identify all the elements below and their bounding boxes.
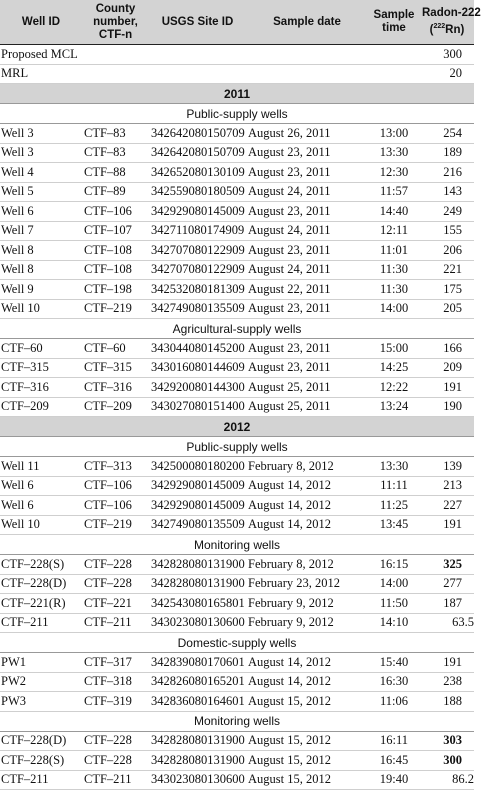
usgs-site-id-cell: 342839080170601 — [149, 653, 246, 673]
sample-time-cell: 11:50 — [368, 594, 420, 614]
county-number-cell: CTF–108 — [82, 241, 149, 261]
radon-value-cell: 325 — [420, 555, 474, 575]
well-id-cell: Well 9 — [0, 280, 82, 300]
sample-time-cell: 16:30 — [368, 672, 420, 692]
county-number-cell: CTF–211 — [82, 613, 149, 633]
sample-date-cell: August 25, 2011 — [246, 378, 368, 398]
group-title: Domestic-supply wells — [0, 633, 474, 653]
sample-time-cell: 19:40 — [368, 770, 420, 790]
usgs-site-id-cell: 342929080145009 — [149, 476, 246, 496]
standard-row — [0, 45, 474, 65]
county-number-cell: CTF–221 — [82, 594, 149, 614]
table-row — [0, 299, 474, 319]
county-number-cell: CTF–315 — [82, 358, 149, 378]
county-number-cell: CTF–83 — [82, 143, 149, 163]
usgs-site-id-cell: 342642080150709 — [149, 124, 246, 144]
county-number-cell: CTF–107 — [82, 221, 149, 241]
usgs-site-id-cell: 342749080135509 — [149, 299, 246, 319]
sample-time-cell: 16:15 — [368, 555, 420, 575]
sample-date-cell: August 15, 2012 — [246, 751, 368, 771]
sample-time-cell: 11:11 — [368, 476, 420, 496]
usgs-site-id-cell: 342828080131900 — [149, 555, 246, 575]
table-row — [0, 378, 474, 398]
sample-time-cell: 13:30 — [368, 457, 420, 477]
well-id-cell: Well 6 — [0, 496, 82, 516]
sample-date-cell: August 14, 2012 — [246, 476, 368, 496]
county-number-cell: CTF–319 — [82, 692, 149, 712]
county-number-cell: CTF–313 — [82, 457, 149, 477]
table-row — [0, 163, 474, 183]
sample-date-cell: August 23, 2011 — [246, 202, 368, 222]
sample-date-cell: August 14, 2012 — [246, 515, 368, 535]
sample-time-cell: 14:00 — [368, 574, 420, 594]
county-number-cell: CTF–88 — [82, 163, 149, 183]
col-header-sample-date: Sample date — [246, 0, 368, 45]
well-id-cell: Well 4 — [0, 163, 82, 183]
sample-date-cell: August 25, 2011 — [246, 397, 368, 417]
radon-value-cell: 303 — [420, 731, 474, 751]
well-id-cell: PW2 — [0, 672, 82, 692]
well-id-cell: CTF–316 — [0, 378, 82, 398]
radon-value-cell: 227 — [420, 496, 474, 516]
county-number-cell: CTF–316 — [82, 378, 149, 398]
sample-time-cell: 11:57 — [368, 182, 420, 202]
sample-time-cell: 14:25 — [368, 358, 420, 378]
county-number-cell: CTF–106 — [82, 202, 149, 222]
usgs-site-id-cell: 342828080131900 — [149, 751, 246, 771]
radon-value-cell: 175 — [420, 280, 474, 300]
radon-value-cell: 277 — [420, 574, 474, 594]
year-label: 2012 — [0, 417, 474, 437]
radon-header-superscript: 222 — [433, 23, 446, 31]
sample-date-cell: February 8, 2012 — [246, 457, 368, 477]
county-number-cell: CTF–106 — [82, 476, 149, 496]
well-id-cell: PW3 — [0, 692, 82, 712]
col-header-county-number — [82, 0, 149, 45]
usgs-site-id-cell: 342532080181309 — [149, 280, 246, 300]
radon-value-cell: 155 — [420, 221, 474, 241]
county-number-cell: CTF–317 — [82, 653, 149, 673]
sample-time-cell: 11:01 — [368, 241, 420, 261]
well-id-cell: Well 8 — [0, 241, 82, 261]
standard-row — [0, 64, 474, 84]
table-row — [0, 280, 474, 300]
usgs-site-id-cell: 342500080180200 — [149, 457, 246, 477]
table-row — [0, 496, 474, 516]
sample-date-cell: August 14, 2012 — [246, 653, 368, 673]
radon-value-cell: 190 — [420, 397, 474, 417]
time-header-line2: time — [382, 22, 406, 34]
county-number-cell: CTF–89 — [82, 182, 149, 202]
table-row — [0, 672, 474, 692]
table-row — [0, 692, 474, 712]
sample-date-cell: August 23, 2011 — [246, 241, 368, 261]
radon-value-cell: 221 — [420, 260, 474, 280]
sample-date-cell: February 23, 2012 — [246, 574, 368, 594]
table-row — [0, 202, 474, 222]
well-id-cell: Well 6 — [0, 476, 82, 496]
well-id-cell: CTF–315 — [0, 358, 82, 378]
usgs-site-id-cell: 342749080135509 — [149, 515, 246, 535]
col-header-sample-time — [368, 0, 420, 45]
year-row — [0, 84, 474, 104]
table-row — [0, 358, 474, 378]
year-row — [0, 417, 474, 437]
usgs-site-id-cell: 342929080145009 — [149, 202, 246, 222]
well-id-cell: CTF–228(D) — [0, 574, 82, 594]
radon-value-cell: 139 — [420, 457, 474, 477]
usgs-site-id-cell: 342836080164601 — [149, 692, 246, 712]
sample-time-cell: 12:30 — [368, 163, 420, 183]
sample-date-cell: August 15, 2012 — [246, 692, 368, 712]
table-row — [0, 770, 474, 790]
usgs-site-id-cell: 343023080130600 — [149, 770, 246, 790]
table-row — [0, 397, 474, 417]
sample-time-cell: 14:10 — [368, 613, 420, 633]
sample-time-cell: 14:40 — [368, 202, 420, 222]
sample-time-cell: 13:30 — [368, 143, 420, 163]
county-number-cell: CTF–211 — [82, 770, 149, 790]
radon-header-line1: Radon-222 — [422, 7, 481, 20]
table-row — [0, 613, 474, 633]
radon-value-cell: 209 — [420, 358, 474, 378]
group-row — [0, 319, 474, 339]
group-row — [0, 437, 474, 457]
table-body — [0, 45, 474, 790]
table-row — [0, 143, 474, 163]
county-number-cell: CTF–228 — [82, 555, 149, 575]
radon-value-cell: 63.5 — [420, 613, 474, 633]
radon-value-cell: 206 — [420, 241, 474, 261]
county-number-cell: CTF–106 — [82, 496, 149, 516]
radon-value-cell: 249 — [420, 202, 474, 222]
table-row — [0, 241, 474, 261]
sample-date-cell: August 15, 2012 — [246, 731, 368, 751]
table-row — [0, 751, 474, 771]
radon-value-cell: 143 — [420, 182, 474, 202]
radon-value-cell: 187 — [420, 594, 474, 614]
usgs-site-id-cell: 342652080130109 — [149, 163, 246, 183]
group-title: Public-supply wells — [0, 437, 474, 457]
well-id-cell: Well 8 — [0, 260, 82, 280]
sample-date-cell: August 22, 2011 — [246, 280, 368, 300]
table-row — [0, 339, 474, 359]
sample-date-cell: August 23, 2011 — [246, 143, 368, 163]
sample-time-cell: 12:11 — [368, 221, 420, 241]
well-id-cell: CTF–60 — [0, 339, 82, 359]
well-id-cell: CTF–211 — [0, 613, 82, 633]
sample-time-cell: 16:45 — [368, 751, 420, 771]
county-number-cell: CTF–198 — [82, 280, 149, 300]
sample-time-cell: 14:00 — [368, 299, 420, 319]
sample-time-cell: 11:06 — [368, 692, 420, 712]
county-header-line2: number, — [93, 15, 138, 28]
radon-value-cell: 213 — [420, 476, 474, 496]
well-id-cell: CTF–228(S) — [0, 751, 82, 771]
time-header-line1: Sample — [373, 9, 415, 21]
county-header-line1: County — [95, 2, 136, 15]
group-title: Agricultural-supply wells — [0, 319, 474, 339]
well-id-cell: Well 6 — [0, 202, 82, 222]
table-row — [0, 574, 474, 594]
sample-date-cell: August 14, 2012 — [246, 496, 368, 516]
radon-value-cell: 191 — [420, 378, 474, 398]
county-number-cell: CTF–318 — [82, 672, 149, 692]
table-row — [0, 594, 474, 614]
well-id-cell: CTF–221(R) — [0, 594, 82, 614]
sample-time-cell: 11:30 — [368, 260, 420, 280]
sample-date-cell: August 23, 2011 — [246, 358, 368, 378]
radon-value-cell: 238 — [420, 672, 474, 692]
sample-date-cell: August 15, 2012 — [246, 770, 368, 790]
radon-value-cell: 300 — [420, 751, 474, 771]
table-row — [0, 653, 474, 673]
usgs-site-id-cell: 342707080122909 — [149, 260, 246, 280]
group-row — [0, 535, 474, 555]
table-row — [0, 731, 474, 751]
radon-value-cell: 191 — [420, 515, 474, 535]
table-row — [0, 515, 474, 535]
table-row — [0, 457, 474, 477]
radon-value-cell: 188 — [420, 692, 474, 712]
sample-time-cell: 15:00 — [368, 339, 420, 359]
sample-date-cell: February 9, 2012 — [246, 594, 368, 614]
usgs-site-id-cell: 342929080145009 — [149, 496, 246, 516]
standard-label: MRL — [0, 64, 420, 84]
radon-value-cell: 166 — [420, 339, 474, 359]
well-id-cell: PW1 — [0, 653, 82, 673]
county-number-cell: CTF–60 — [82, 339, 149, 359]
col-header-well-id: Well ID — [0, 0, 82, 45]
usgs-site-id-cell: 342826080165201 — [149, 672, 246, 692]
county-number-cell: CTF–228 — [82, 574, 149, 594]
sample-date-cell: August 14, 2012 — [246, 672, 368, 692]
sample-date-cell: August 23, 2011 — [246, 163, 368, 183]
radon-header-unit: ($^{222}$Rn) — [429, 23, 465, 36]
group-row — [0, 104, 474, 124]
usgs-site-id-cell: 342543080165801 — [149, 594, 246, 614]
county-number-cell: CTF–209 — [82, 397, 149, 417]
usgs-site-id-cell: 343016080144609 — [149, 358, 246, 378]
well-id-cell: Well 11 — [0, 457, 82, 477]
well-id-cell: Well 3 — [0, 143, 82, 163]
well-id-cell: CTF–228(D) — [0, 731, 82, 751]
sample-time-cell: 16:11 — [368, 731, 420, 751]
standard-value: 20 — [420, 64, 474, 84]
col-header-radon-222 — [420, 0, 481, 45]
table-row — [0, 221, 474, 241]
well-id-cell: CTF–209 — [0, 397, 82, 417]
radon-value-cell: 86.2 — [420, 770, 474, 790]
usgs-site-id-cell: 342642080150709 — [149, 143, 246, 163]
sample-date-cell: August 24, 2011 — [246, 182, 368, 202]
sample-time-cell: 13:24 — [368, 397, 420, 417]
usgs-site-id-cell: 342828080131900 — [149, 574, 246, 594]
standard-label: Proposed MCL — [0, 45, 420, 65]
col-header-usgs-site-id: USGS Site ID — [149, 0, 246, 45]
county-number-cell: CTF–108 — [82, 260, 149, 280]
well-id-cell: CTF–228(S) — [0, 555, 82, 575]
table-header — [0, 0, 481, 45]
usgs-site-id-cell: 342828080131900 — [149, 731, 246, 751]
sample-date-cell: August 24, 2011 — [246, 260, 368, 280]
radon-value-cell: 189 — [420, 143, 474, 163]
radon-value-cell: 191 — [420, 653, 474, 673]
group-title: Monitoring wells — [0, 535, 474, 555]
header-row — [0, 0, 474, 45]
sample-date-cell: February 9, 2012 — [246, 613, 368, 633]
sample-time-cell: 11:25 — [368, 496, 420, 516]
usgs-site-id-cell: 342559080180509 — [149, 182, 246, 202]
group-row — [0, 711, 474, 731]
sample-time-cell: 13:45 — [368, 515, 420, 535]
sample-date-cell: August 23, 2011 — [246, 299, 368, 319]
usgs-site-id-cell: 343044080145200 — [149, 339, 246, 359]
sample-time-cell: 11:30 — [368, 280, 420, 300]
radon-value-cell: 216 — [420, 163, 474, 183]
county-number-cell: CTF–219 — [82, 515, 149, 535]
table-row — [0, 124, 474, 144]
usgs-site-id-cell: 342920080144300 — [149, 378, 246, 398]
group-title: Public-supply wells — [0, 104, 474, 124]
well-id-cell: CTF–211 — [0, 770, 82, 790]
sample-time-cell: 12:22 — [368, 378, 420, 398]
year-label: 2011 — [0, 84, 474, 104]
usgs-site-id-cell: 342711080174909 — [149, 221, 246, 241]
well-id-cell: Well 3 — [0, 124, 82, 144]
well-id-cell: Well 10 — [0, 299, 82, 319]
county-header-line3: CTF-n — [98, 28, 133, 41]
county-number-cell: CTF–228 — [82, 751, 149, 771]
well-id-cell: Well 10 — [0, 515, 82, 535]
standard-value: 300 — [420, 45, 474, 65]
table-row — [0, 476, 474, 496]
usgs-site-id-cell: 343027080151400 — [149, 397, 246, 417]
group-title: Monitoring wells — [0, 711, 474, 731]
sample-date-cell: February 8, 2012 — [246, 555, 368, 575]
county-number-cell: CTF–219 — [82, 299, 149, 319]
well-id-cell: Well 5 — [0, 182, 82, 202]
radon-value-cell: 254 — [420, 124, 474, 144]
radon-header-unit-rest: Rn) — [445, 23, 465, 36]
usgs-site-id-cell: 343023080130600 — [149, 613, 246, 633]
group-row — [0, 633, 474, 653]
sample-date-cell: August 24, 2011 — [246, 221, 368, 241]
table-row — [0, 182, 474, 202]
sample-date-cell: August 23, 2011 — [246, 339, 368, 359]
sample-date-cell: August 26, 2011 — [246, 124, 368, 144]
table-row — [0, 260, 474, 280]
usgs-site-id-cell: 342707080122909 — [149, 241, 246, 261]
county-number-cell: CTF–228 — [82, 731, 149, 751]
sample-time-cell: 15:40 — [368, 653, 420, 673]
radon-value-cell: 205 — [420, 299, 474, 319]
county-number-cell: CTF–83 — [82, 124, 149, 144]
table-row — [0, 555, 474, 575]
well-id-cell: Well 7 — [0, 221, 82, 241]
sample-time-cell: 13:00 — [368, 124, 420, 144]
